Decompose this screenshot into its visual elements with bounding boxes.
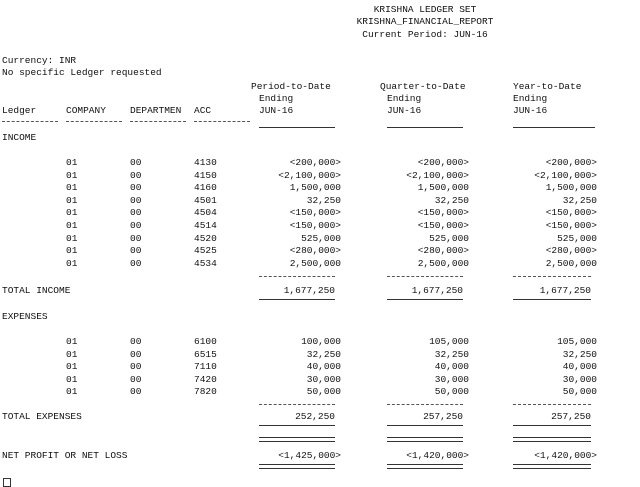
expense-row-department: 00 <box>130 373 142 385</box>
qtd-header-2: Ending <box>387 93 422 104</box>
total-expenses-qtd: 257,250 <box>423 411 463 422</box>
ytd-income-subtotal-line <box>513 276 591 277</box>
expense-row-account: 6515 <box>194 348 217 360</box>
total-income-qtd: 1,677,250 <box>411 285 463 296</box>
ytd-net-double-line <box>513 437 591 442</box>
total-income-label: TOTAL INCOME <box>2 285 71 296</box>
qtd-income-total-line <box>387 299 463 300</box>
expense-row-qtd: 32,250 <box>434 348 469 360</box>
company-header: COMPANY <box>66 105 106 116</box>
total-expenses-ptd: 252,250 <box>295 411 335 422</box>
income-row-company: 01 <box>66 157 78 168</box>
qtd-header-1: Quarter-to-Date <box>380 81 466 92</box>
report-subtitle: KRISHNA_FINANCIAL_REPORT <box>356 16 494 27</box>
expense-row-company: 01 <box>66 373 78 385</box>
total-income-ytd: 1,677,250 <box>539 285 591 296</box>
income-row-ptd: 32,250 <box>306 194 341 206</box>
qtd-net-double-line <box>387 437 463 442</box>
expense-row-company: 01 <box>66 361 78 373</box>
expense-row-ytd: 50,000 <box>562 386 597 398</box>
ptd-income-total-line <box>259 299 335 300</box>
expense-row-qtd: 30,000 <box>434 373 469 385</box>
ytd-header-2: Ending <box>513 93 548 104</box>
ptd-expense-total-line <box>259 425 335 426</box>
income-row-qtd: 2,500,000 <box>417 257 469 269</box>
ledger-note: No specific Ledger requested <box>2 67 162 78</box>
expense-row-department: 00 <box>130 361 142 373</box>
ytd-header-1: Year-to-Date <box>513 81 582 92</box>
ptd-header-1: Period-to-Date <box>251 81 331 92</box>
income-row-ptd: 1,500,000 <box>289 182 341 194</box>
income-row-company: 01 <box>66 220 78 231</box>
income-row-department: 00 <box>130 257 142 269</box>
ledger-header: Ledger <box>2 105 37 116</box>
expense-row-ptd: 30,000 <box>306 373 341 385</box>
ytd-underline <box>513 127 595 128</box>
income-row-ptd: 2,500,000 <box>289 257 341 269</box>
net-ytd: <1,420,000> <box>534 450 597 461</box>
income-row-account: 4130 <box>194 157 217 168</box>
income-row-ytd: 2,500,000 <box>545 257 597 269</box>
income-row-ptd: <2,100,000> <box>278 169 341 181</box>
income-row-ptd: <150,000> <box>289 207 341 219</box>
ytd-header-3: JUN-16 <box>513 105 548 116</box>
currency-label: Currency: INR <box>2 55 77 66</box>
ptd-expense-subtotal-line <box>259 404 335 405</box>
total-income-ptd: 1,677,250 <box>283 285 335 296</box>
income-row-department: 00 <box>130 194 142 206</box>
expense-row-ptd: 50,000 <box>306 386 341 398</box>
qtd-expense-subtotal-line <box>387 404 463 405</box>
expense-row-account: 7420 <box>194 373 217 385</box>
qtd-expense-total-line <box>387 425 463 426</box>
ptd-income-subtotal-line <box>259 276 335 277</box>
ptd-header-3: JUN-16 <box>259 105 294 116</box>
report-title: KRISHNA LEDGER SET <box>373 4 477 15</box>
expense-row-ytd: 32,250 <box>562 348 597 360</box>
total-expenses-ytd: 257,250 <box>551 411 591 422</box>
income-row-account: 4525 <box>194 245 217 257</box>
cursor-box-icon <box>3 478 11 487</box>
income-row-department: 00 <box>130 232 142 244</box>
income-row-qtd: <280,000> <box>417 245 469 257</box>
income-row-company: 01 <box>66 245 78 257</box>
ytd-net-final-line <box>513 464 591 469</box>
qtd-income-subtotal-line <box>387 276 463 277</box>
expense-row-qtd: 105,000 <box>429 336 469 347</box>
income-row-qtd: <200,000> <box>417 157 469 168</box>
income-row-ytd: 1,500,000 <box>545 182 597 194</box>
expense-row-ptd: 40,000 <box>306 361 341 373</box>
income-row-account: 4150 <box>194 169 217 181</box>
income-row-account: 4504 <box>194 207 217 219</box>
income-row-department: 00 <box>130 169 142 181</box>
income-row-ptd: <150,000> <box>289 220 341 231</box>
income-row-company: 01 <box>66 232 78 244</box>
income-row-ptd: 525,000 <box>301 232 341 244</box>
expense-row-ytd: 105,000 <box>557 336 597 347</box>
income-row-qtd: <150,000> <box>417 220 469 231</box>
income-row-ytd: <200,000> <box>545 157 597 168</box>
expense-row-department: 00 <box>130 336 142 347</box>
ptd-header-2: Ending <box>259 93 294 104</box>
income-row-account: 4501 <box>194 194 217 206</box>
income-row-qtd: 1,500,000 <box>417 182 469 194</box>
expense-row-account: 7110 <box>194 361 217 373</box>
expense-row-department: 00 <box>130 348 142 360</box>
income-row-qtd: 32,250 <box>434 194 469 206</box>
qtd-net-final-line <box>387 464 463 469</box>
income-section-label: INCOME <box>2 132 37 143</box>
total-expenses-label: TOTAL EXPENSES <box>2 411 82 422</box>
ptd-net-final-line <box>259 464 335 469</box>
income-row-ytd: 525,000 <box>557 232 597 244</box>
expense-row-company: 01 <box>66 336 78 347</box>
qtd-header-3: JUN-16 <box>387 105 422 116</box>
income-row-company: 01 <box>66 207 78 219</box>
income-row-department: 00 <box>130 207 142 219</box>
income-row-account: 4160 <box>194 182 217 194</box>
income-row-department: 00 <box>130 220 142 231</box>
expense-row-ptd: 32,250 <box>306 348 341 360</box>
expense-row-qtd: 40,000 <box>434 361 469 373</box>
net-qtd: <1,420,000> <box>406 450 469 461</box>
expense-row-account: 7820 <box>194 386 217 398</box>
income-row-qtd: <2,100,000> <box>406 169 469 181</box>
income-row-account: 4534 <box>194 257 217 269</box>
acc-header: ACC <box>194 105 212 116</box>
income-row-ytd: <150,000> <box>545 220 597 231</box>
expense-row-company: 01 <box>66 348 78 360</box>
income-row-company: 01 <box>66 257 78 269</box>
expense-row-department: 00 <box>130 386 142 398</box>
income-row-ytd: <150,000> <box>545 207 597 219</box>
ytd-expense-subtotal-line <box>513 404 591 405</box>
ledger-underline <box>2 121 58 122</box>
current-period: Current Period: JUN-16 <box>362 29 488 40</box>
income-row-company: 01 <box>66 182 78 194</box>
department-underline <box>130 121 186 122</box>
income-row-qtd: 525,000 <box>429 232 469 244</box>
net-ptd: <1,425,000> <box>278 450 341 461</box>
income-row-ytd: <2,100,000> <box>534 169 597 181</box>
income-row-account: 4520 <box>194 232 217 244</box>
department-header: DEPARTMEN <box>130 105 182 116</box>
income-row-ytd: 32,250 <box>562 194 597 206</box>
income-row-department: 00 <box>130 157 142 168</box>
income-row-department: 00 <box>130 245 142 257</box>
income-row-account: 4514 <box>194 220 217 231</box>
income-row-company: 01 <box>66 169 78 181</box>
expenses-section-label: EXPENSES <box>2 311 48 322</box>
expense-row-account: 6100 <box>194 336 217 347</box>
expense-row-ytd: 40,000 <box>562 361 597 373</box>
income-row-company: 01 <box>66 194 78 206</box>
ptd-underline <box>259 127 335 128</box>
income-row-qtd: <150,000> <box>417 207 469 219</box>
qtd-underline <box>387 127 463 128</box>
income-row-ptd: <200,000> <box>289 157 341 168</box>
ptd-net-double-line <box>259 437 335 442</box>
ytd-expense-total-line <box>513 425 591 426</box>
expense-row-qtd: 50,000 <box>434 386 469 398</box>
ytd-income-total-line <box>513 299 591 300</box>
acc-underline <box>194 121 250 122</box>
expense-row-ytd: 30,000 <box>562 373 597 385</box>
income-row-ptd: <280,000> <box>289 245 341 257</box>
net-label: NET PROFIT OR NET LOSS <box>2 450 128 461</box>
company-underline <box>66 121 122 122</box>
income-row-department: 00 <box>130 182 142 194</box>
expense-row-ptd: 100,000 <box>301 336 341 347</box>
expense-row-company: 01 <box>66 386 78 398</box>
income-row-ytd: <280,000> <box>545 245 597 257</box>
